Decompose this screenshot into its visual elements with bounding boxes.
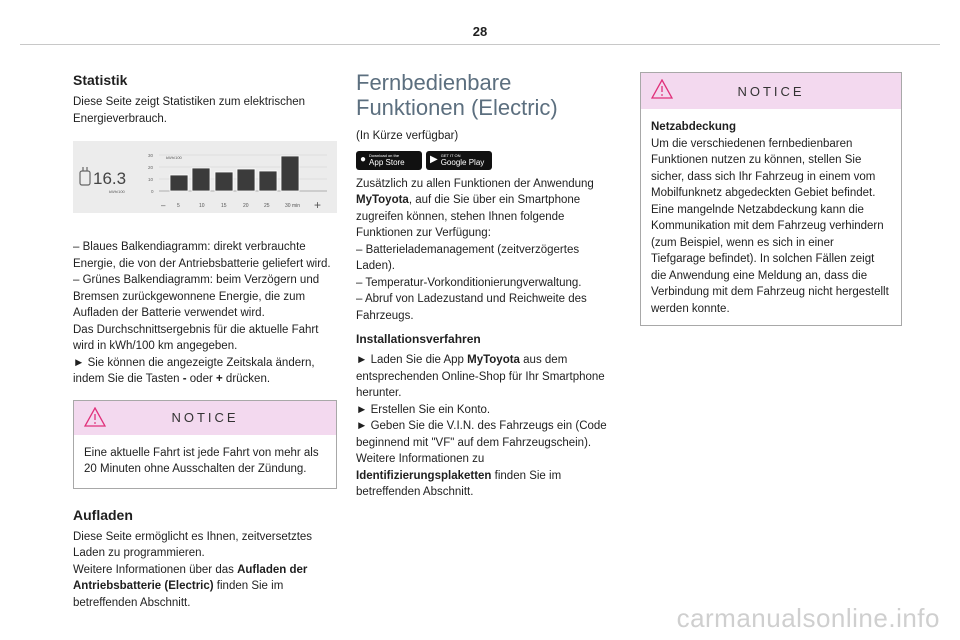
install-step-2: ► Erstellen Sie ein Konto. (356, 403, 491, 416)
notice-box-right (640, 72, 902, 326)
screen-plus-button: + (314, 198, 322, 212)
y-tick-0: 0 (151, 189, 154, 194)
warning-icon (651, 79, 673, 99)
bar-4 (237, 169, 255, 191)
bar-2 (192, 168, 210, 191)
page-number: 28 (472, 24, 488, 39)
notice-title-right: NOTICE (737, 83, 805, 99)
coming-soon-label: (In Kürze verfügbar) (356, 130, 459, 142)
right-column (640, 72, 902, 326)
x-tick-5: 5 (177, 203, 180, 209)
footer-watermark: carmanualsonline.info (676, 603, 940, 633)
google-play-badge[interactable]: ▶ GET IT ON Google Play (426, 151, 492, 170)
statistics-screen-svg (73, 141, 337, 213)
middle-column (356, 72, 612, 501)
x-tick-20: 20 (243, 203, 249, 209)
notice-header-left (74, 401, 336, 435)
bar-1 (170, 175, 188, 191)
apple-icon: ● (360, 154, 367, 165)
install-heading: Installationsverfahren (356, 332, 481, 346)
netzabdeckung-text-1: Um die verschiedenen fernbedienbaren Funktionen nutzen zu können, stellen Sie sicher, dass sich Ihr Fahrzeug in einem vom Mobilfunknetz abgedeckten Gebiet befindet. (651, 137, 876, 199)
app-store-badge[interactable]: ● Download on the App Store (356, 151, 422, 170)
mytoyota-intro: Zusätzlich zu allen Funktionen der Anwendung MyToyota, auf die Sie über ein Smartphone zugreifen können, stehen Ihnen folgende Funktionen zur Verfügung: (356, 177, 594, 239)
notice-title-left: NOTICE (171, 410, 239, 425)
screen-unit: kWh/100 (109, 189, 125, 194)
install-more-info: Weitere Informationen zu Identifizierungsplaketten finden Sie im betreffenden Abschnitt. (356, 453, 562, 498)
bar-6 (281, 156, 299, 191)
chart-unit: kWh/100 (166, 155, 182, 160)
bar-5 (259, 171, 277, 191)
aufladen-text-2: Weitere Informationen über das Aufladen der Antriebsbatterie (Electric) finden Sie im betreffenden Abschnitt. (73, 563, 308, 609)
stat-line-average: Das Durchschnittsergebnis für die aktuelle Fahrt wird in kWh/100 km angegeben. (73, 323, 319, 352)
aufladen-heading: Aufladen (73, 506, 133, 523)
statistik-intro: Diese Seite zeigt Statistiken zum elektrischen Energieverbrauch. (73, 96, 306, 125)
stat-line-blue: – Blaues Balkendiagramm: direkt verbrauchte Energie, die von der Antriebsbatterie geliefert wird. (73, 241, 331, 270)
feature-1: – Batterielademanagement (zeitverzögertes Laden). (356, 243, 580, 272)
install-step-3: ► Geben Sie die V.I.N. des Fahrzeugs ein (Code beginnend mit "VF" auf dem Fahrzeugschein). (356, 420, 607, 449)
netzabdeckung-text-2: Eine mangelnde Netzabdeckung kann die Kommunikation mit dem Fahrzeug verhindern (zum Beispiel, wenn es sich in einer Tiefgarage befindet). In solchen Fällen zeigt die Anwendung eine Meldung an, dass die Verbindung mit dem Fahrzeug nicht hergestellt werden konnte. (651, 203, 889, 315)
feature-3: – Abruf von Ladezustand und Reichweite des Fahrzeugs. (356, 293, 587, 322)
plug-icon (80, 167, 90, 185)
store-badges (356, 151, 612, 170)
x-tick-15: 15 (221, 203, 227, 209)
statistics-screen-figure (73, 141, 337, 213)
y-tick-20: 20 (148, 165, 154, 170)
left-column (73, 72, 337, 611)
install-step-1: ► Laden Sie die App MyToyota aus dem entsprechenden Online-Shop für Ihr Smartphone herunter. (356, 354, 605, 399)
y-tick-30: 30 (148, 153, 154, 158)
notice-box-left (73, 400, 337, 489)
play-icon: ▶ (430, 154, 438, 165)
notice-text-left: Eine aktuelle Fahrt ist jede Fahrt von mehr als 20 Minuten ohne Ausschalten der Zündung. (84, 446, 319, 475)
aufladen-text-1: Diese Seite ermöglicht es Ihnen, zeitversetztes Laden zu programmieren. (73, 530, 313, 559)
notice-header-right (641, 73, 901, 109)
stat-arrow-instruction: ► Sie können die angezeigte Zeitskala ändern, indem Sie die Tasten - oder + drücken. (73, 356, 315, 385)
netzabdeckung-heading: Netzabdeckung (651, 121, 736, 133)
x-tick-10: 10 (199, 203, 205, 209)
bar-3 (215, 172, 233, 191)
header-rule (20, 44, 940, 45)
statistik-heading: Statistik (73, 72, 128, 88)
x-tick-25: 25 (264, 203, 270, 209)
screen-minus-button: – (161, 201, 166, 210)
x-tick-30-min: 30 min (285, 203, 301, 209)
screen-value: 16.3 (93, 169, 127, 188)
stat-line-green: – Grünes Balkendiagramm: beim Verzögern und Bremsen zurückgewonnene Energie, die zum Aufladen der Batterie verwendet wird. (73, 274, 320, 319)
warning-icon (84, 407, 106, 427)
y-tick-10: 10 (148, 177, 154, 182)
remote-functions-title: Fernbedienbare Funktionen (Electric) (356, 70, 558, 120)
feature-2: – Temperatur-Vorkonditionierungverwaltung. (356, 276, 582, 289)
